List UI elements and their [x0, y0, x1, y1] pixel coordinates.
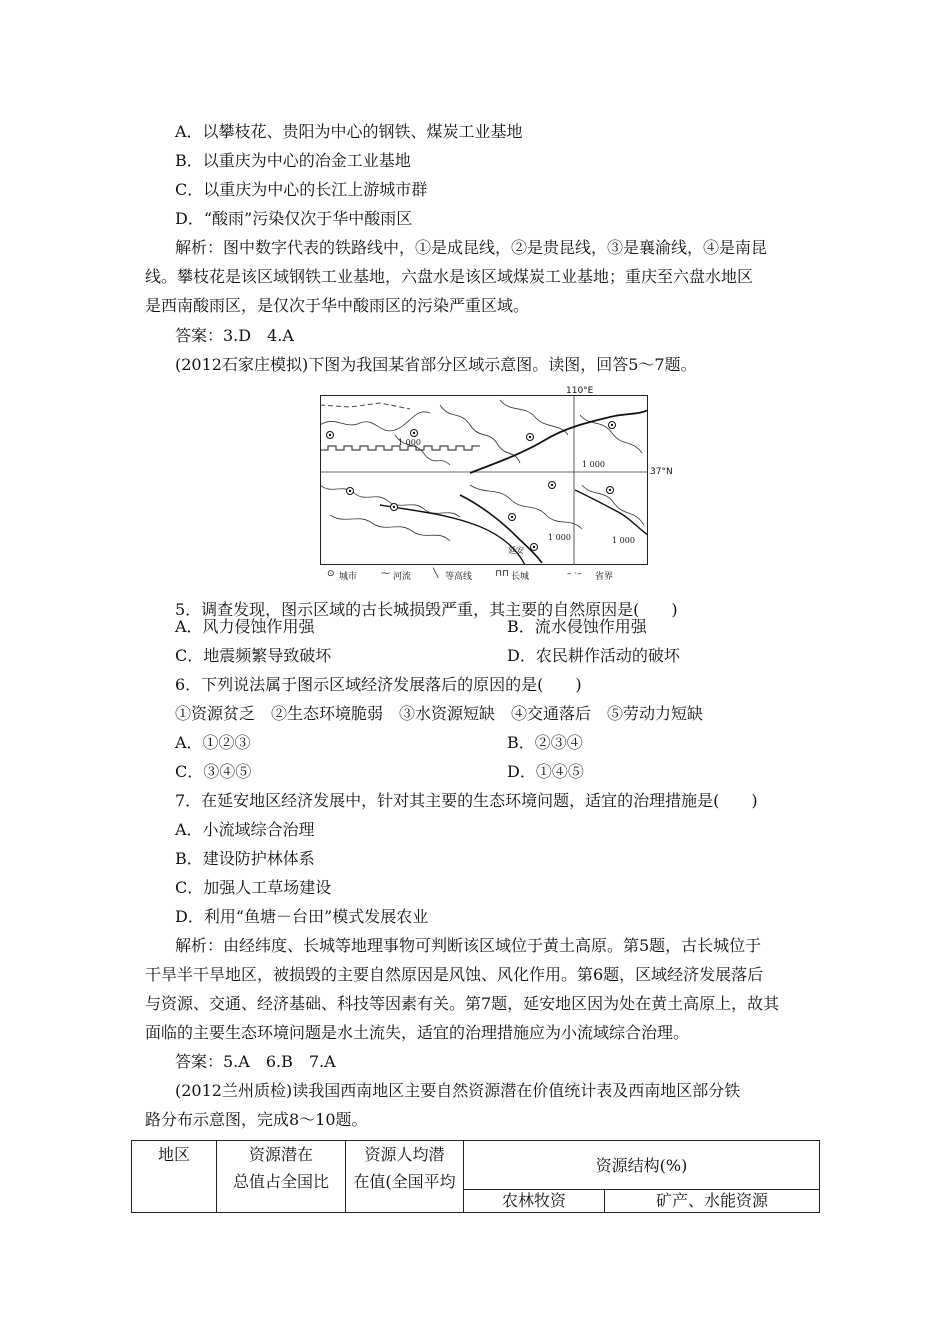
- border-symbol-icon: – ·–: [567, 569, 582, 579]
- analysis-1-line-1: 解析：图中数字代表的铁路线中，①是成昆线，②是贵昆线，③是襄渝线，④是南昆: [175, 238, 768, 257]
- q5-option-a: A．风力侵蚀作用强: [175, 617, 315, 636]
- map-legend: [327, 569, 657, 583]
- q7-option-d: D．利用“鱼塘－台田”模式发展农业: [175, 907, 429, 926]
- analysis-1-line-3: 是西南酸雨区，是仅次于华中酸雨区的污染严重区域。: [145, 296, 530, 315]
- legend-city: 城市: [339, 572, 358, 582]
- legend-contour: 等高线: [445, 572, 473, 582]
- contour-label-4: 1 000: [612, 536, 635, 545]
- resource-table: [131, 1140, 820, 1213]
- legend-river: 河流: [393, 572, 412, 582]
- header-agri-cell: [464, 1190, 605, 1213]
- q6-option-b: B．②③④: [507, 733, 583, 752]
- header-mineral: 矿产、水能资源: [655, 1191, 768, 1210]
- analysis-2-line-1: 解析：由经纬度、长城等地理事物可判断该区域位于黄土高原。第5题，古长城位于: [175, 936, 762, 955]
- city-symbol-icon: ⊙: [327, 569, 335, 579]
- intro-2: (2012石家庄模拟)下图为我国某省部分区域示意图。读图，回答5～7题。: [175, 355, 697, 374]
- q6-items: ①资源贫乏 ②生态环境脆弱 ③水资源短缺 ④交通落后 ⑤劳动力短缺: [175, 704, 704, 723]
- q6-option-a: A．①②③: [175, 733, 251, 752]
- header-percap-cell: [346, 1141, 464, 1213]
- map-longitude-label: 110°E: [566, 386, 594, 396]
- contour-symbol-icon: ╲: [433, 569, 439, 579]
- contour-label-3: 1 000: [548, 533, 571, 542]
- q5-option-d: D．农民耕作活动的破坏: [507, 646, 680, 665]
- answer-1: 答案：3.D 4.A: [175, 326, 294, 345]
- analysis-2-line-2: 干旱半干旱地区，被损毁的主要自然原因是风蚀、风化作用。第6题，区域经济发展落后: [145, 965, 764, 984]
- q4-option-a: A．以攀枝花、贵阳为中心的钢铁、煤炭工业基地: [175, 122, 523, 141]
- q7-option-c: C．加强人工草场建设: [175, 878, 332, 897]
- analysis-2-line-3: 与资源、交通、经济基础、科技等因素有关。第7题，延安地区因为处在黄土高原上，故其: [145, 994, 780, 1013]
- header-percap-line-2: 在值(全国平均: [353, 1172, 456, 1191]
- analysis-2-line-4: 面临的主要生态环境问题是水土流失，适宜的治理措施应为小流域综合治理。: [145, 1023, 690, 1042]
- analysis-1-line-2: 线。攀枝花是该区域钢铁工业基地，六盘水是该区域煤炭工业基地；重庆至六盘水地区: [145, 267, 754, 286]
- header-structure: 资源结构(%): [595, 1155, 688, 1175]
- q5-option-c: C．地震频繁导致破坏: [175, 646, 332, 665]
- river-symbol-icon: ⁓: [381, 569, 390, 579]
- header-structure-cell: [464, 1141, 820, 1190]
- q6-stem: 6．下列说法属于图示区域经济发展落后的原因的是( ): [175, 675, 582, 694]
- q4-option-d: D．“酸雨”污染仅次于华中酸雨区: [175, 209, 413, 228]
- q7-option-b: B．建设防护林体系: [175, 849, 315, 868]
- wall-symbol-icon: ⊓⊓: [495, 569, 510, 579]
- header-mineral-cell: [605, 1190, 820, 1213]
- legend-wall: 长城: [511, 572, 530, 582]
- header-region-cell: [132, 1141, 217, 1213]
- header-percap-line-1: 资源人均潜: [364, 1145, 445, 1164]
- q4-option-b: B．以重庆为中心的冶金工业基地: [175, 151, 411, 170]
- q5-stem: 5．调查发现，图示区域的古长城损毁严重，其主要的自然原因是( ): [175, 600, 678, 619]
- q7-stem: 7．在延安地区经济发展中，针对其主要的生态环境问题，适宜的治理措施是( ): [175, 791, 758, 810]
- q6-option-d: D．①④⑤: [507, 762, 584, 781]
- map-latitude-label: 37°N: [650, 467, 673, 477]
- region-map: [320, 395, 648, 565]
- contour-label-2: 1 000: [582, 460, 605, 469]
- header-total-line-1: 资源潜在: [248, 1145, 313, 1164]
- header-region: 地区: [157, 1145, 190, 1164]
- header-total-line-2: 总值占全国比: [232, 1172, 329, 1191]
- q6-option-c: C．③④⑤: [175, 762, 252, 781]
- header-total-cell: [217, 1141, 346, 1213]
- contour-label-1: 1 000: [398, 438, 421, 447]
- q4-option-c: C．以重庆为中心的长江上游城市群: [175, 180, 428, 199]
- q5-option-b: B．流水侵蚀作用强: [507, 617, 647, 636]
- legend-border: 省界: [595, 572, 614, 582]
- answer-2: 答案：5.A 6.B 7.A: [175, 1052, 336, 1071]
- q7-option-a: A．小流域综合治理: [175, 820, 315, 839]
- yanan-label: 延安: [508, 546, 524, 555]
- intro-3-line-1: (2012兰州质检)读我国西南地区主要自然资源潜在价值统计表及西南地区部分铁: [175, 1081, 741, 1100]
- header-agri: 农林牧资: [501, 1191, 566, 1210]
- intro-3-line-2: 路分布示意图，完成8～10题。: [145, 1110, 368, 1129]
